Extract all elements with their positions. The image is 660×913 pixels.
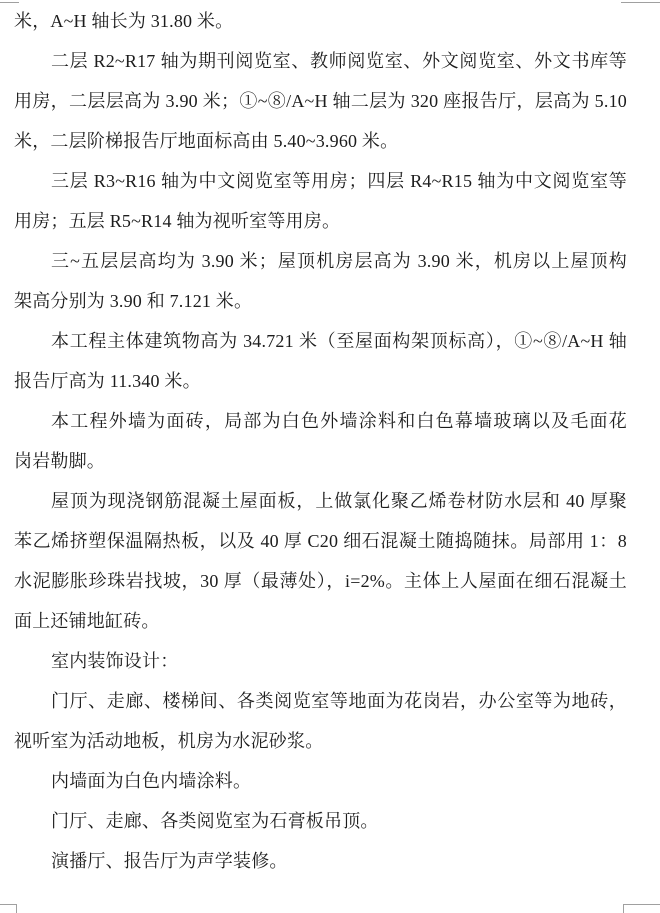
- text-line: 演播厅、报告厅为声学装修。: [51, 851, 288, 871]
- text-line: 三~五层层高均为 3.90 米；屋顶机房层高为 3.90 米，机房以上屋顶构: [51, 251, 627, 271]
- text-boundary-mark-bottom-left: [16, 904, 17, 913]
- text-line: 苯乙烯挤塑保温隔热板，以及 40 厚 C20 细石混凝土随捣随抹。局部用 1：8: [14, 531, 627, 551]
- text-boundary-mark-bottom-right: [623, 904, 624, 913]
- text-boundary-mark-bottom-right: [623, 904, 660, 905]
- text-line: 二层 R2~R17 轴为期刊阅览室、教师阅览室、外文阅览室、外文书库等: [51, 51, 627, 71]
- text-line: 水泥膨胀珍珠岩找坡，30 厚（最薄处），i=2%。主体上人屋面在细石混凝土: [14, 571, 627, 591]
- text-line: 室内装饰设计：: [51, 651, 179, 671]
- text-line: 屋顶为现浇钢筋混凝土屋面板，上做氯化聚乙烯卷材防水层和 40 厚聚: [51, 491, 627, 511]
- text-line: 报告厅高为 11.340 米。: [14, 371, 201, 391]
- text-line: 门厅、走廊、楼梯间、各类阅览室等地面为花岗岩，办公室等为地砖，: [51, 691, 627, 711]
- text-line: 用房，二层层高为 3.90 米；①~⑧/A~H 轴二层为 320 座报告厅，层高为 5.10: [14, 91, 627, 111]
- text-line: 岗岩勒脚。: [14, 451, 105, 471]
- text-line: 三层 R3~R16 轴为中文阅览室等用房；四层 R4~R15 轴为中文阅览室等: [51, 171, 627, 191]
- text-line: 本工程主体建筑物高为 34.721 米（至屋面构架顶标高），①~⑧/A~H 轴: [51, 331, 627, 351]
- text-line: 架高分别为 3.90 和 7.121 米。: [14, 291, 253, 311]
- text-boundary-mark-bottom-left: [0, 904, 17, 905]
- text-line: 视听室为活动地板，机房为水泥砂浆。: [14, 731, 324, 751]
- text-line: 面上还铺地缸砖。: [14, 611, 160, 631]
- text-line: 用房；五层 R5~R14 轴为视听室等用房。: [14, 211, 341, 231]
- text-line: 本工程外墙为面砖，局部为白色外墙涂料和白色幕墙玻璃以及毛面花: [51, 411, 627, 431]
- text-line: 米，A~H 轴长为 31.80 米。: [14, 11, 234, 31]
- text-line: 米，二层阶梯报告厅地面标高由 5.40~3.960 米。: [14, 131, 399, 151]
- text-line: 内墙面为白色内墙涂料。: [51, 771, 252, 791]
- text-line: 门厅、走廊、各类阅览室为石膏板吊顶。: [51, 811, 379, 831]
- text-column: [14, 1, 627, 881]
